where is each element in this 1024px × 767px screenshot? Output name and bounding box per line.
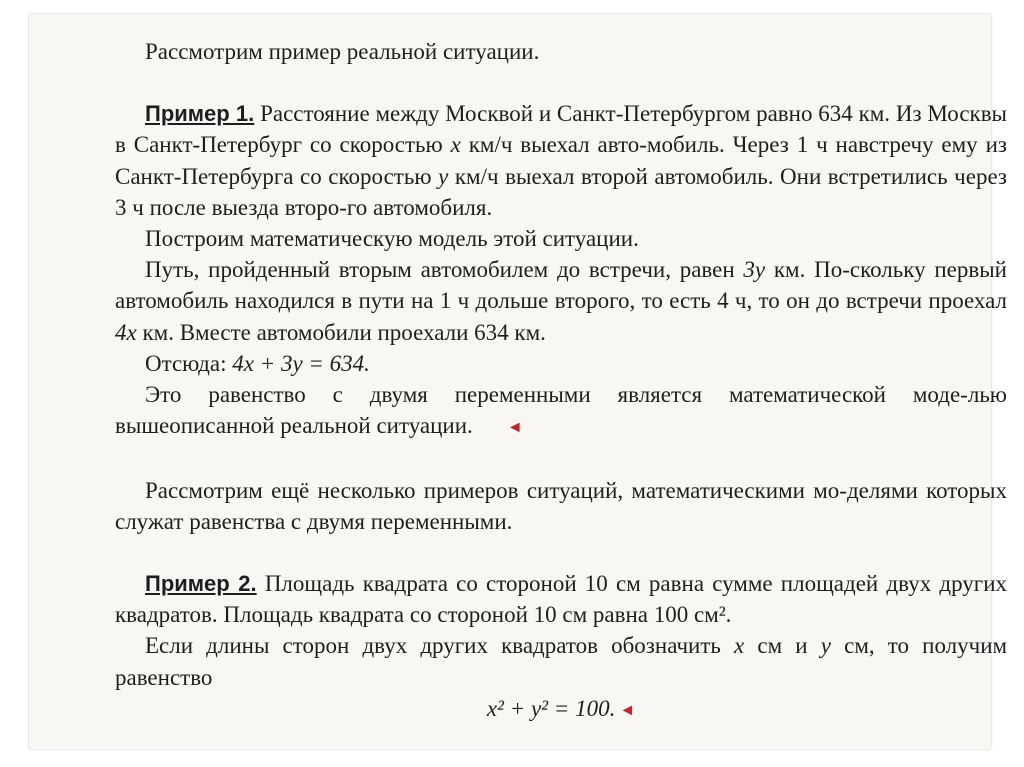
- conclusion-text-2: лью вышеописанной реальной ситуации.: [115, 382, 1007, 439]
- example2-text-1: Площадь квадрата со стороной 10 см равна сумме площадей: [264, 570, 879, 596]
- example1-text-2: 634 км. Из Москвы в Санкт-Петербург со скоростью: [115, 101, 1008, 158]
- example1-label: Пример 1.: [145, 101, 255, 127]
- example1-text-4: выехал второй автомобиль. Они встретились через 3 ч после выезда второ-: [115, 163, 1008, 220]
- more-examples-text-1: Рассмотрим ещё несколько примеров ситуаций, математическими мо-: [145, 477, 847, 503]
- example1-var-y: y: [438, 163, 449, 189]
- conclusion-text-1: Это равенство с двумя переменными является математической моде-: [145, 382, 968, 408]
- path-text-1a: Путь, пройденный вторым автомобилем до встречи, равен: [145, 257, 735, 283]
- example2-text-2: двух других квадратов. Площадь квадрата со стороной 10 см равна 100 см².: [115, 570, 1008, 628]
- end-marker-icon: ◄: [619, 701, 636, 719]
- example1-text-1: Расстояние между Москвой и Санкт-Петербургом равно: [260, 101, 813, 127]
- hence-equation: 4x + 3y = 634.: [232, 350, 370, 376]
- path-expr-3y: 3y: [743, 257, 766, 283]
- example2-equation-line: [115, 693, 1007, 726]
- example1-text-3: мобиль. Через 1 ч навстречу ему из Санкт-Петербурга со скоростью: [115, 132, 1007, 189]
- hence-line: [115, 348, 1007, 379]
- example2-text-3c: см, то: [844, 633, 909, 659]
- textbook-page: [29, 14, 1008, 749]
- path-text-1b: км. По-: [773, 257, 850, 283]
- example2-variables-paragraph: [115, 630, 1007, 692]
- example1-paragraph: [115, 98, 1007, 223]
- end-marker-icon: ◄: [506, 419, 523, 437]
- page-content: [115, 36, 1007, 726]
- example2-text-4: получим равенство: [115, 633, 1008, 690]
- more-examples-paragraph: [115, 475, 1007, 537]
- path-expr-4x: 4x: [115, 319, 137, 345]
- example1-text-3b: км/ч: [454, 163, 499, 189]
- model-sentence: Построим математическую модель этой ситуации.: [145, 226, 639, 252]
- example1-var-x: x: [450, 132, 461, 158]
- example2-paragraph: [115, 568, 1007, 630]
- conclusion-paragraph: [115, 379, 1007, 444]
- path-text-2: скольку первый автомобиль находился в пути на 1 ч дольше второго, то есть: [115, 257, 1007, 314]
- intro-line: Рассмотрим пример реальной ситуации.: [145, 39, 540, 64]
- path-text-3a: 4 ч, то он до встречи проехал: [717, 288, 1008, 314]
- example1-text-5: го автомобиля.: [346, 194, 493, 220]
- example2-equation: x² + y² = 100.: [486, 695, 616, 721]
- example2-label: Пример 2.: [145, 570, 257, 596]
- path-paragraph: [115, 254, 1007, 348]
- example2-text-3b: см и: [757, 633, 808, 659]
- path-text-3b: км. Вместе автомобили проехали 634 км.: [142, 319, 546, 345]
- example2-text-3a: Если длины сторон двух других квадратов обозначить: [145, 633, 721, 659]
- example1-text-2b: км/ч выехал авто-: [468, 132, 647, 158]
- hence-word: Отсюда:: [145, 350, 227, 376]
- example2-var-x: x: [734, 633, 745, 659]
- more-examples-text-2: делями которых служат равенства с двумя переменными.: [115, 477, 1007, 534]
- example2-var-y: y: [820, 633, 831, 659]
